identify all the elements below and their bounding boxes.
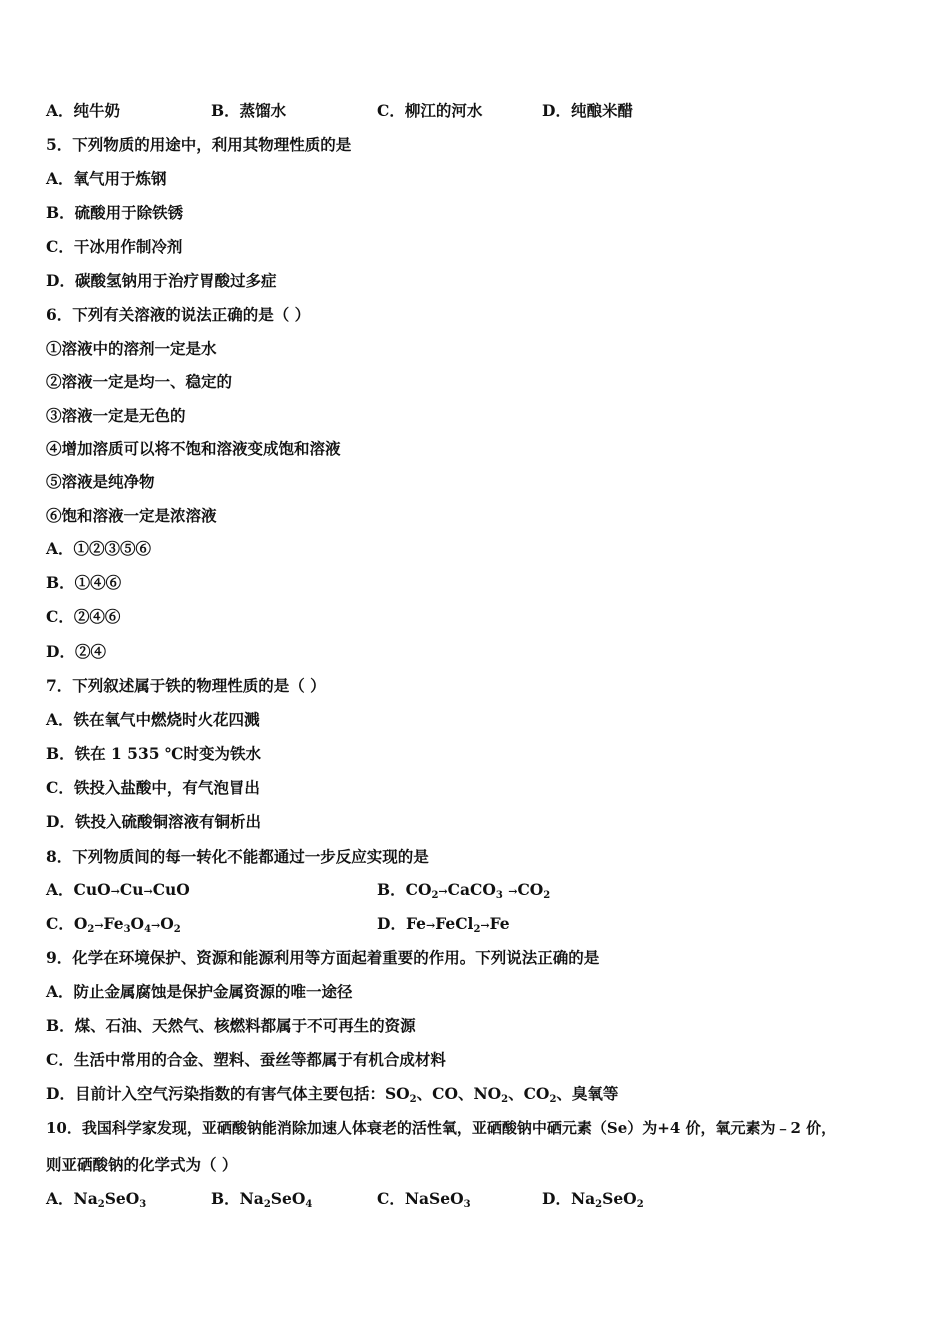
q8-option-c: C．$O_2\to Fe_3O_4\to O_2$ [46, 914, 181, 935]
q8-option-a: A．CuO→Cu→CuO [46, 880, 190, 899]
q10-option-d: D．$Na_2SeO_2$ [542, 1189, 644, 1210]
q4-option-d: D．纯酿米醋 [542, 101, 633, 120]
q8-option-b: B．$CO_2\to CaCO_3 \to CO_2$ [377, 880, 551, 901]
q10-option-c: C．NaSeO$_3$ [377, 1189, 471, 1210]
q9-stem: 9．化学在环境保护、资源和能源利用等方面起着重要的作用。下列说法正确的是 [46, 948, 600, 967]
q6-option-a: A．①②③⑤⑥ [46, 539, 152, 558]
q4-options-row [46, 99, 906, 123]
q10-stem-line-1: 10．我国科学家发现，亚硒酸钠能消除加速人体衰老的活性氧，亚硒酸钠中硒元素（Se）为+4 价，氧元素为﹣2 价， [46, 1119, 837, 1137]
q5-option-a: A．氧气用于炼钢 [46, 169, 167, 188]
q9-option-a: A．防止金属腐蚀是保护金属资源的唯一途径 [46, 982, 353, 1001]
q10-option-b: B．$Na_2SeO_4$ [211, 1189, 313, 1210]
q9-option-c: C．生活中常用的合金、塑料、蚕丝等都属于有机合成材料 [46, 1050, 446, 1069]
q8-stem: 8．下列物质间的每一转化不能都通过一步反应实现的是 [46, 847, 429, 866]
q6-option-d: D．②④ [46, 642, 106, 661]
q7-stem: 7．下列叙述属于铁的物理性质的是（ ） [46, 676, 326, 695]
q6-statement-2: ②溶液一定是均一、稳定的 [46, 372, 233, 391]
q6-option-b: B．①④⑥ [46, 573, 122, 592]
q6-statement-5: ⑤溶液是纯净物 [46, 472, 155, 491]
q5-option-b: B．硫酸用于除铁锈 [46, 203, 184, 222]
q6-statement-1: ①溶液中的溶剂一定是水 [46, 339, 217, 358]
q10-options-row [46, 1187, 906, 1211]
q6-statement-3: ③溶液一定是无色的 [46, 406, 186, 425]
q10-option-a: A．$Na_2SeO_3$ [46, 1189, 147, 1210]
q4-option-c: C．柳江的河水 [377, 101, 483, 120]
q6-option-c: C．②④⑥ [46, 607, 121, 626]
q8-option-d: D．Fe→FeCl$_2$→Fe [377, 914, 510, 935]
q4-option-a: A．纯牛奶 [46, 101, 121, 120]
q5-stem: 5．下列物质的用途中，利用其物理性质的是 [46, 135, 352, 154]
q5-option-d: D．碳酸氢钠用于治疗胃酸过多症 [46, 271, 277, 290]
q7-option-d: D．铁投入硫酸铜溶液有铜析出 [46, 812, 261, 831]
q4-option-b: B．蒸馏水 [211, 101, 287, 120]
q9-option-d: D．目前计入空气污染指数的有害气体主要包括：$SO_2$、CO、$NO_2$、$CO_2$、臭氧等 [46, 1084, 619, 1105]
q6-statement-6: ⑥饱和溶液一定是浓溶液 [46, 506, 217, 525]
q8-options-row-1 [46, 878, 906, 902]
q7-option-a: A．铁在氧气中燃烧时火花四溅 [46, 710, 260, 729]
q7-option-c: C．铁投入盐酸中，有气泡冒出 [46, 778, 260, 797]
q7-option-b: B．铁在 1 535 ℃时变为铁水 [46, 744, 262, 763]
q6-stem: 6．下列有关溶液的说法正确的是（ ） [46, 305, 311, 324]
q10-stem-line-2: 则亚硒酸钠的化学式为（ ） [46, 1155, 238, 1174]
q6-statement-4: ④增加溶质可以将不饱和溶液变成饱和溶液 [46, 439, 341, 458]
q8-options-row-2 [46, 912, 906, 936]
q5-option-c: C．干冰用作制冷剂 [46, 237, 183, 256]
q9-option-b: B．煤、石油、天然气、核燃料都属于不可再生的资源 [46, 1016, 416, 1035]
